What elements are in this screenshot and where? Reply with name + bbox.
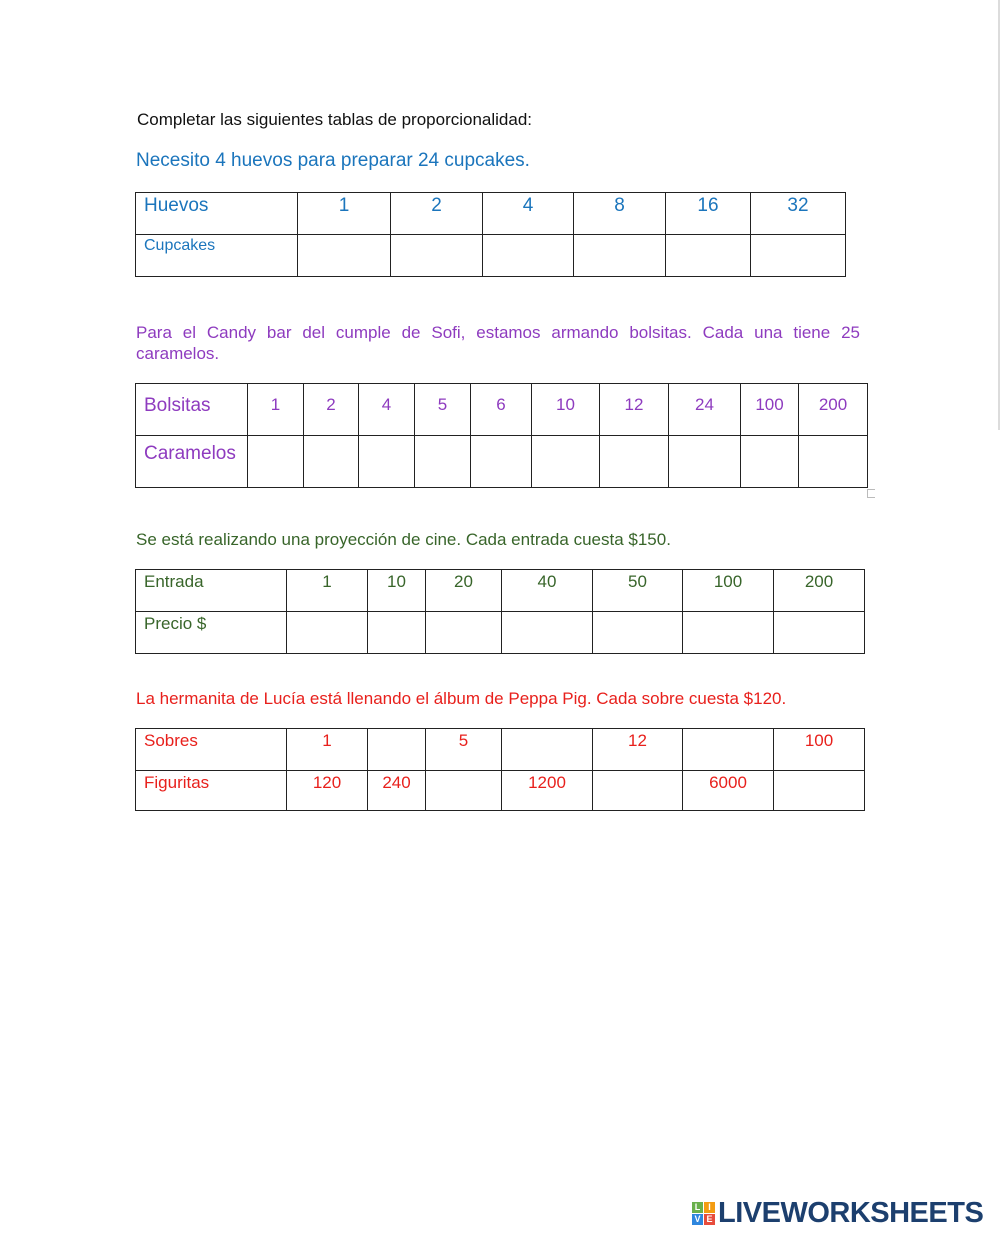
table-cell: 4 bbox=[359, 384, 415, 436]
table-cell: 6 bbox=[471, 384, 532, 436]
table-cell: 1 bbox=[298, 193, 391, 235]
answer-cell[interactable] bbox=[683, 612, 774, 654]
row-label-entrada: Entrada bbox=[136, 570, 287, 612]
page-title: Completar las siguientes tablas de proporcionalidad: bbox=[137, 110, 533, 129]
answer-cell[interactable] bbox=[666, 235, 751, 277]
table-row bbox=[136, 612, 865, 654]
table-row bbox=[136, 235, 846, 277]
exercise2-prompt: Para el Candy bar del cumple de Sofi, estamos armando bolsitas. Cada una tiene 25 caramelos. bbox=[136, 323, 860, 363]
answer-cell[interactable] bbox=[774, 612, 865, 654]
answer-cell[interactable] bbox=[799, 436, 868, 488]
table-cell: 100 bbox=[683, 570, 774, 612]
table-cell: 20 bbox=[426, 570, 502, 612]
row-label-precio: Precio $ bbox=[136, 612, 287, 654]
answer-cell[interactable] bbox=[741, 436, 799, 488]
table-cell: 1 bbox=[287, 570, 368, 612]
table-cell: 8 bbox=[574, 193, 666, 235]
row-label-huevos: Huevos bbox=[136, 193, 298, 235]
answer-cell[interactable] bbox=[368, 612, 426, 654]
exercise4-prompt: La hermanita de Lucía está llenando el álbum de Peppa Pig. Cada sobre cuesta $120. bbox=[136, 689, 787, 708]
exercise3-table bbox=[135, 569, 865, 654]
liveworksheets-logo-icon: L I V E bbox=[692, 1202, 715, 1225]
answer-cell[interactable] bbox=[415, 436, 471, 488]
answer-cell[interactable] bbox=[532, 436, 600, 488]
table-cell: 120 bbox=[287, 771, 368, 811]
table-cell: 40 bbox=[502, 570, 593, 612]
answer-cell[interactable] bbox=[502, 612, 593, 654]
answer-cell[interactable] bbox=[287, 612, 368, 654]
table-row bbox=[136, 570, 865, 612]
table-row bbox=[136, 729, 865, 771]
table-cell: 100 bbox=[741, 384, 799, 436]
answer-cell[interactable] bbox=[593, 771, 683, 811]
answer-cell[interactable] bbox=[751, 235, 846, 277]
answer-cell[interactable] bbox=[391, 235, 483, 277]
table-cell: 24 bbox=[669, 384, 741, 436]
table-cell: 240 bbox=[368, 771, 426, 811]
row-label-cupcakes: Cupcakes bbox=[136, 235, 298, 277]
row-label-bolsitas: Bolsitas bbox=[136, 384, 248, 436]
table-row bbox=[136, 384, 868, 436]
table-cell: 16 bbox=[666, 193, 751, 235]
answer-cell[interactable] bbox=[483, 235, 574, 277]
answer-cell[interactable] bbox=[683, 729, 774, 771]
answer-cell[interactable] bbox=[359, 436, 415, 488]
table-cell: 10 bbox=[532, 384, 600, 436]
answer-cell[interactable] bbox=[502, 729, 593, 771]
answer-cell[interactable] bbox=[426, 771, 502, 811]
answer-cell[interactable] bbox=[600, 436, 669, 488]
table-cell: 1 bbox=[287, 729, 368, 771]
answer-cell[interactable] bbox=[426, 612, 502, 654]
table-cell: 12 bbox=[600, 384, 669, 436]
table-row bbox=[136, 771, 865, 811]
table-row bbox=[136, 436, 868, 488]
row-label-sobres: Sobres bbox=[136, 729, 287, 771]
answer-cell[interactable] bbox=[298, 235, 391, 277]
table-cell: 50 bbox=[593, 570, 683, 612]
answer-cell[interactable] bbox=[471, 436, 532, 488]
table-cell: 5 bbox=[426, 729, 502, 771]
table-cell: 200 bbox=[774, 570, 865, 612]
answer-cell[interactable] bbox=[669, 436, 741, 488]
table-cell: 2 bbox=[304, 384, 359, 436]
table-cell: 4 bbox=[483, 193, 574, 235]
answer-cell[interactable] bbox=[368, 729, 426, 771]
row-label-figuritas: Figuritas bbox=[136, 771, 287, 811]
brand-text: LIVEWORKSHEETS bbox=[718, 1196, 984, 1229]
liveworksheets-logo[interactable] bbox=[692, 1197, 983, 1229]
table-cell: 100 bbox=[774, 729, 865, 771]
exercise1-prompt: Necesito 4 huevos para preparar 24 cupcakes. bbox=[136, 150, 530, 171]
table-cell: 10 bbox=[368, 570, 426, 612]
table-cell: 2 bbox=[391, 193, 483, 235]
table-cell: 6000 bbox=[683, 771, 774, 811]
exercise1-table bbox=[135, 192, 846, 277]
exercise4-table bbox=[135, 728, 865, 811]
table-cell: 32 bbox=[751, 193, 846, 235]
table-cell: 5 bbox=[415, 384, 471, 436]
table-resize-handle[interactable] bbox=[867, 489, 875, 498]
table-row bbox=[136, 193, 846, 235]
table-cell: 1 bbox=[248, 384, 304, 436]
answer-cell[interactable] bbox=[774, 771, 865, 811]
answer-cell[interactable] bbox=[574, 235, 666, 277]
exercise2-table bbox=[135, 383, 868, 488]
table-cell: 200 bbox=[799, 384, 868, 436]
table-cell: 12 bbox=[593, 729, 683, 771]
row-label-caramelos: Caramelos bbox=[136, 436, 248, 488]
exercise3-prompt: Se está realizando una proyección de cine. Cada entrada cuesta $150. bbox=[136, 530, 671, 549]
answer-cell[interactable] bbox=[593, 612, 683, 654]
answer-cell[interactable] bbox=[248, 436, 304, 488]
answer-cell[interactable] bbox=[304, 436, 359, 488]
table-cell: 1200 bbox=[502, 771, 593, 811]
